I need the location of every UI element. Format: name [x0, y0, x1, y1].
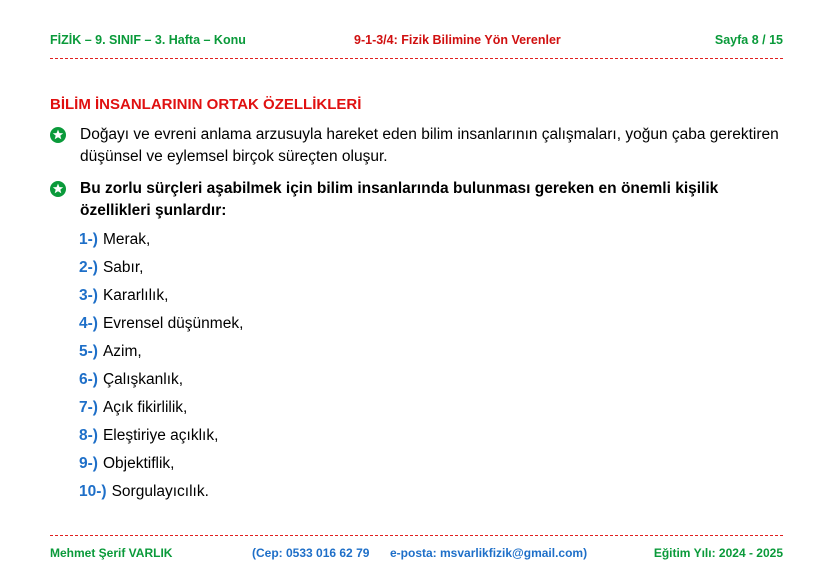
item-text: Azim,: [102, 343, 142, 360]
footer-year: Eğitim Yılı: 2024 - 2025: [653, 546, 783, 560]
footer-divider: [50, 535, 783, 536]
header-topic: 9-1-3/4: Fizik Bilimine Yön Verenler: [354, 33, 561, 47]
section-title: BİLİM İNSANLARININ ORTAK ÖZELLİKLERİ: [50, 96, 362, 113]
list-item: [79, 398, 243, 426]
star-bullet-icon: [50, 127, 66, 143]
page-header: [50, 33, 783, 49]
page-footer: [50, 546, 783, 562]
list-item: [79, 314, 243, 342]
item-number: 9-): [79, 455, 98, 472]
list-item: [79, 286, 243, 314]
item-number: 3-): [79, 287, 98, 304]
item-number: 2-): [79, 259, 98, 276]
list-item: [79, 258, 243, 286]
bullet-text: Bu zorlu sürçleri aşabilmek için bilim insanlarında bulunması gereken en önemli kişilik özellikleri şunlardır:: [80, 180, 719, 219]
item-text: Eleştiriye açıklık,: [102, 427, 219, 444]
item-number: 10-): [79, 483, 107, 500]
item-text: Merak,: [102, 231, 151, 248]
footer-phone: (Cep: 0533 016 62 79: [252, 546, 370, 560]
item-text: Çalışkanlık,: [102, 371, 184, 388]
item-number: 1-): [79, 231, 98, 248]
item-text: Sabır,: [102, 259, 144, 276]
item-text: Evrensel düşünmek,: [102, 315, 244, 332]
list-item: [79, 230, 243, 258]
header-divider: [50, 58, 783, 59]
list-item: [79, 370, 243, 398]
bullet-paragraph: [50, 178, 790, 222]
header-page-number: Sayfa 8 / 15: [714, 33, 783, 47]
bullet-paragraph: [50, 124, 790, 168]
header-course: FİZİK – 9. SINIF – 3. Hafta – Konu: [50, 33, 246, 47]
item-number: 5-): [79, 343, 98, 360]
item-text: Kararlılık,: [102, 287, 169, 304]
trait-list: [79, 230, 243, 510]
item-text: Açık fikirlilik,: [102, 399, 188, 416]
list-item: [79, 454, 243, 482]
item-number: 4-): [79, 315, 98, 332]
item-number: 8-): [79, 427, 98, 444]
list-item: [79, 426, 243, 454]
item-number: 7-): [79, 399, 98, 416]
footer-email: e-posta: msvarlikfizik@gmail.com): [390, 546, 588, 560]
bullet-text: Doğayı ve evreni anlama arzusuyla hareket eden bilim insanlarının çalışmaları, yoğun çaba gerektiren düşünsel ve eylemsel birçok süreçten oluşur.: [80, 126, 779, 165]
footer-author: Mehmet Şerif VARLIK: [50, 546, 173, 560]
item-text: Sorgulayıcılık.: [111, 483, 209, 500]
list-item: [79, 482, 243, 510]
list-item: [79, 342, 243, 370]
item-number: 6-): [79, 371, 98, 388]
item-text: Objektiflik,: [102, 455, 175, 472]
star-bullet-icon: [50, 181, 66, 197]
